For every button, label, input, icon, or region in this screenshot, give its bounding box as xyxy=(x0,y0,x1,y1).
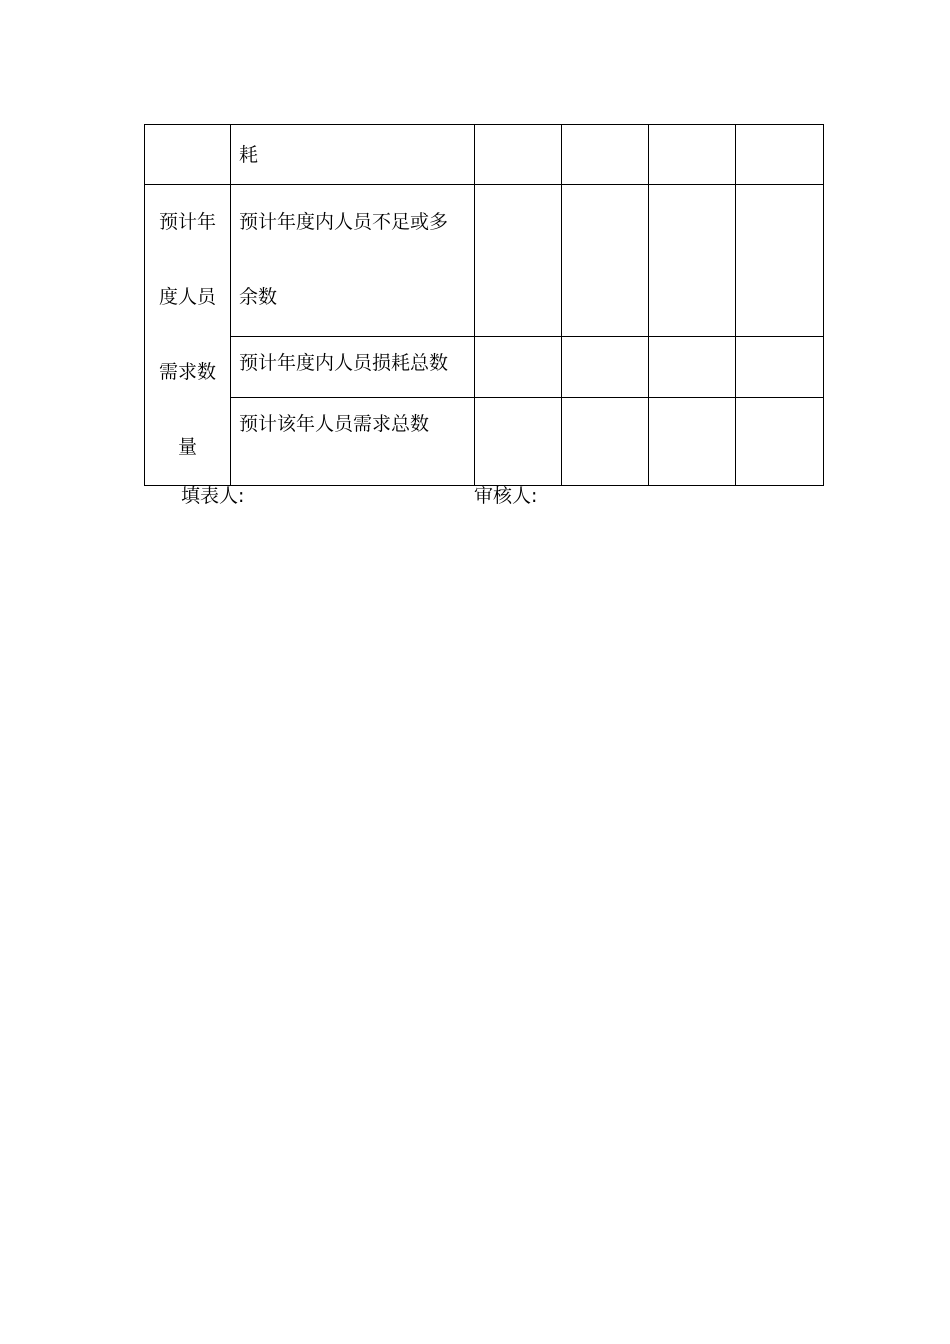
value-cell[interactable] xyxy=(736,398,824,486)
value-cell[interactable] xyxy=(475,125,562,185)
filler-label: 填表人: xyxy=(181,485,245,507)
table-row xyxy=(145,125,824,185)
value-cell[interactable] xyxy=(562,185,649,337)
group-label-line: 预计年 xyxy=(158,211,216,233)
reviewer-label: 审核人: xyxy=(474,485,538,507)
value-cell[interactable] xyxy=(736,125,824,185)
row-label-text: 耗 xyxy=(239,144,259,166)
value-cell[interactable] xyxy=(562,337,649,398)
value-cell[interactable] xyxy=(736,185,824,337)
row-label-text: 预计年度内人员损耗总数 xyxy=(239,352,449,374)
row-label-loss xyxy=(231,125,475,185)
value-cell[interactable] xyxy=(649,398,736,486)
personnel-demand-table xyxy=(144,124,824,486)
row-label-text: 余数 xyxy=(239,286,278,308)
group-label-line: 度人员 xyxy=(158,286,216,308)
value-cell[interactable] xyxy=(562,398,649,486)
row-label-total-loss xyxy=(231,337,475,398)
row-label-shortage-surplus xyxy=(231,185,475,337)
row-label-total-demand xyxy=(231,398,475,486)
table-row xyxy=(145,337,824,398)
group-label-line: 需求数 xyxy=(158,361,216,383)
table-row xyxy=(145,185,824,337)
value-cell[interactable] xyxy=(475,185,562,337)
table-row xyxy=(145,398,824,486)
value-cell[interactable] xyxy=(649,125,736,185)
row-label-text: 预计该年人员需求总数 xyxy=(239,413,430,436)
group-label-line: 量 xyxy=(177,436,197,458)
value-cell[interactable] xyxy=(475,337,562,398)
value-cell[interactable] xyxy=(649,185,736,337)
value-cell[interactable] xyxy=(562,125,649,185)
row-label-text: 预计年度内人员不足或多 xyxy=(239,211,449,233)
value-cell[interactable] xyxy=(736,337,824,398)
value-cell[interactable] xyxy=(475,398,562,486)
group-label-cell xyxy=(145,185,231,486)
empty-cell xyxy=(145,125,231,185)
value-cell[interactable] xyxy=(649,337,736,398)
